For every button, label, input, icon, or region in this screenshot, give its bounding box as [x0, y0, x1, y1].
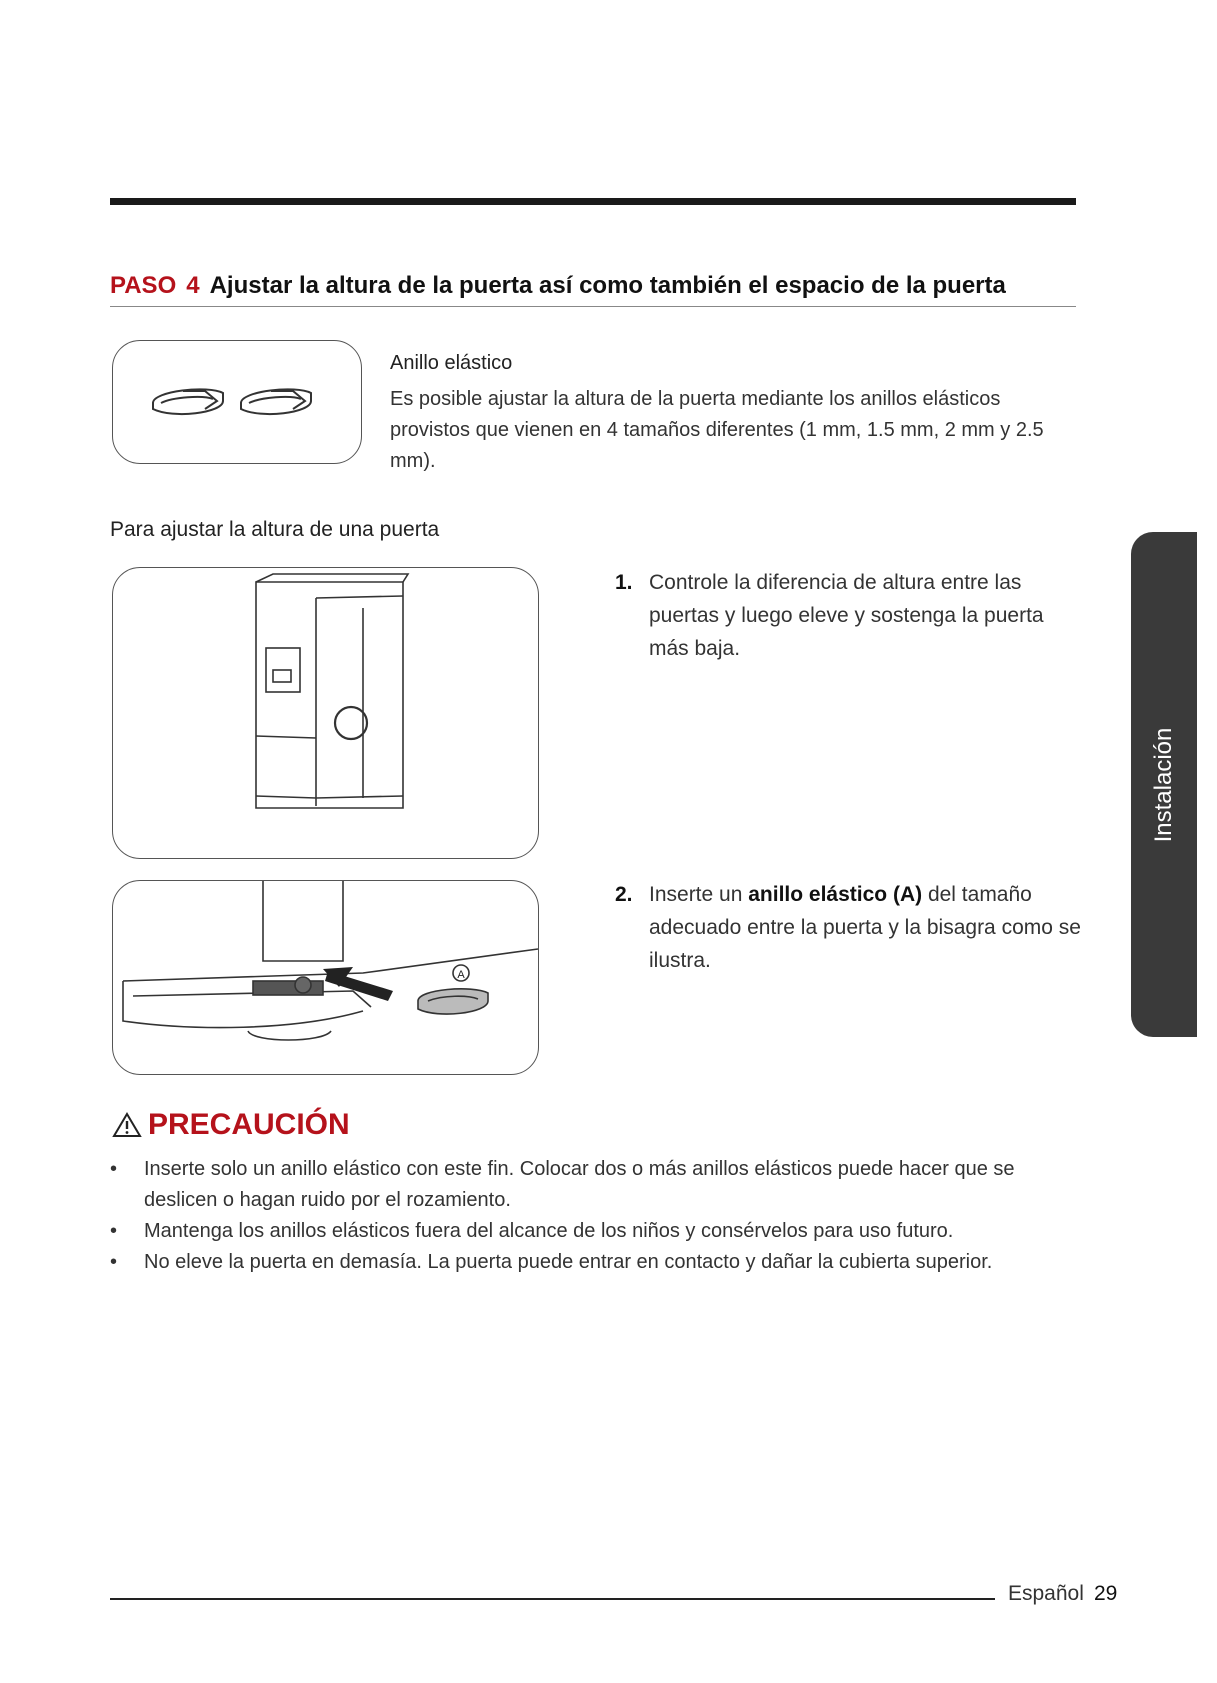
page-number: 29 [1094, 1582, 1118, 1605]
step-number: 4 [186, 272, 200, 299]
step-2-text-before: Inserte un [649, 883, 749, 906]
caution-list [110, 1154, 1090, 1278]
step-2-text-after: del tamaño adecuado entre la puerta y la bisagra como se ilustra. [649, 883, 1081, 972]
footer-rule [110, 1598, 995, 1600]
paso-label: PASO [110, 272, 177, 299]
step-2 [615, 878, 1085, 977]
hinge-illustration [112, 880, 539, 1075]
caution-item: • Mantenga los anillos elásticos fuera del alcance de los niños y consérvelos para uso futuro. [110, 1216, 1090, 1247]
ring-description: Es posible ajustar la altura de la puerta mediante los anillos elásticos provistos que vienen en 4 tamaños diferentes (1 mm, 1.5 mm, 2 mm y 2.5 mm). [390, 388, 1044, 472]
height-subheading: Para ajustar la altura de una puerta [110, 518, 440, 541]
step-1 [615, 566, 1085, 665]
caution-item: • Inserte solo un anillo elástico con este fin. Colocar dos o más anillos elásticos puede hacer que se deslicen o hagan ruido por el rozamiento. [110, 1154, 1090, 1216]
side-tab-label: Instalación [1150, 727, 1177, 842]
step-2-text [615, 878, 1085, 977]
refrigerator-icon [113, 568, 538, 858]
caution-title [112, 1108, 350, 1142]
caution-item: • No eleve la puerta en demasía. La puerta puede entrar en contacto y dañar la cubierta superior. [110, 1247, 1090, 1278]
hinge-icon [113, 881, 538, 1074]
fridge-illustration [112, 567, 539, 859]
warning-icon [112, 1112, 142, 1138]
label-a: A [457, 969, 465, 981]
step-1-text: Controle la diferencia de altura entre las puertas y luego eleve y sostenga la puerta más baja. [649, 571, 1044, 660]
caution-title-text: PRECAUCIÓN [148, 1108, 350, 1141]
side-tab-instalacion [1131, 532, 1197, 1037]
step-2-text-bold: anillo elástico (A) [748, 883, 923, 906]
footer-language: Español [1008, 1582, 1084, 1605]
ring-illustration [112, 340, 362, 464]
elastic-rings-icon [113, 341, 361, 463]
step-1-number: 1. [615, 571, 633, 594]
section-heading [110, 272, 1076, 307]
section-title: Ajustar la altura de la puerta así como también el espacio de la puerta [209, 272, 1006, 299]
step-2-number: 2. [615, 883, 633, 906]
top-rule [110, 198, 1076, 205]
ring-title: Anillo elástico [390, 352, 513, 374]
